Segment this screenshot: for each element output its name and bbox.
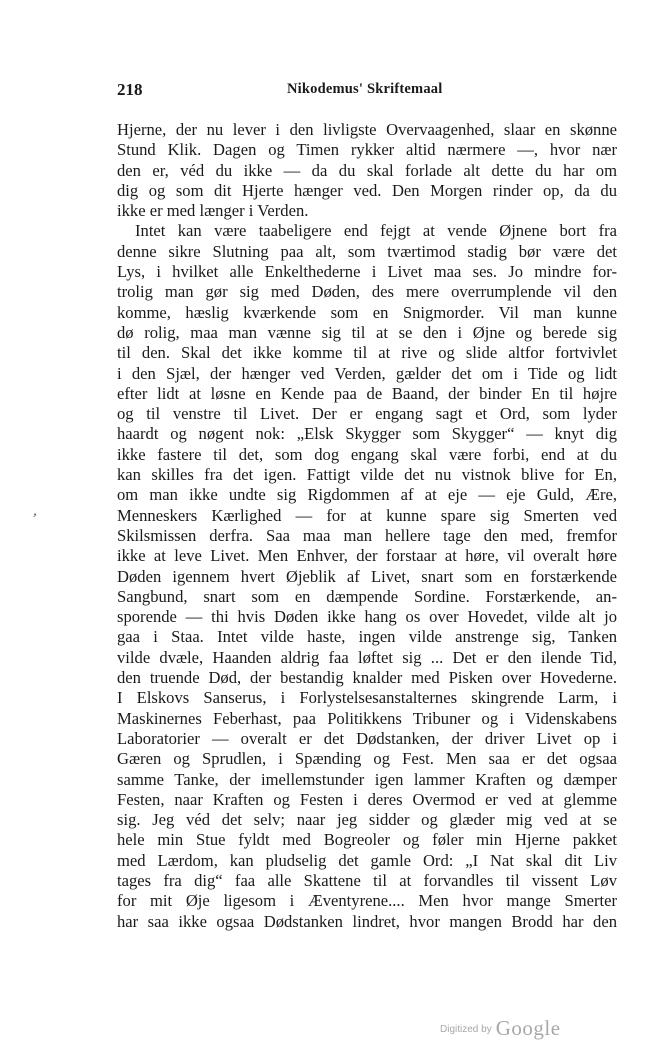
text-line: med Lærdom, kan pludselig det gamle Ord: „I Nat skal dit Liv	[117, 850, 617, 870]
body-text	[117, 120, 617, 932]
paragraph-start-line: Intet kan være taabeligere end fejgt at vende Øjnene bort fra	[135, 221, 617, 241]
text-line: ikke er med længer i Verden.	[117, 201, 309, 221]
text-line: Døden igennem hvert Øjeblik af Livet, snart som en forstærkende	[117, 566, 617, 586]
text-line: har saa ikke ogsaa Dødstanken lindret, hvor mangen Brodd har den	[117, 911, 617, 931]
text-line: ikke at leve Livet. Men Enhver, der forstaar at høre, vil overalt høre	[117, 546, 617, 566]
text-line: vilde dvæle, Haanden aldrig faa løftet sig ... Det er den ilende Tid,	[117, 647, 617, 667]
text-line: i den Sjæl, der hænger ved Verden, gælder det om i Tide og lidt	[117, 363, 617, 383]
page-header	[117, 80, 617, 102]
text-line: I Elskovs Sanserus, i Forlystelsesanstalternes skingrende Larm, i	[117, 688, 617, 708]
text-line: dø rolig, maa man vænne sig til at se den i Øjne og berede sig	[117, 322, 617, 342]
text-line: den truende Død, der bestandig knalder med Pisken over Hovederne.	[117, 668, 617, 688]
text-line: Menneskers Kærlighed — for at kunne spare sig Smerten ved	[117, 505, 617, 525]
text-line: komme, hæslig kværkende som en Snigmorder. Vil man kunne	[117, 302, 617, 322]
text-line: Stund Klik. Dagen og Timen rykker altid nærmere —, hvor nær	[117, 140, 617, 160]
text-line: hele min Stue fyldt med Bogreoler og føler min Hjerne pakket	[117, 830, 617, 850]
digitized-by-google-watermark	[440, 1016, 561, 1038]
text-line: Sangbund, snart som en dæmpende Sordine. Forstærkende, an-	[117, 586, 617, 606]
text-line: for mit Øje ligesom i Æventyrene.... Men hvor mange Smerter	[117, 891, 617, 911]
margin-mark: ,	[32, 503, 40, 520]
text-line: sporende — thi hvis Døden ikke hang os over Hovedet, vilde alt jo	[117, 607, 617, 627]
text-line: sig. Jeg véd det selv; naar jeg sidder og glæder mig ved at se	[117, 810, 617, 830]
text-line: Laboratorier — overalt er det Dødstanken, der driver Livet op i	[117, 728, 617, 748]
text-line: tages fra dig“ faa alle Skattene til at forvandles til vissent Løv	[117, 870, 617, 890]
text-line: samme Tanke, der imellemstunder igen lammer Kraften og dæmper	[117, 769, 617, 789]
text-line: den er, véd du ikke — da du skal forlade alt dette du har om	[117, 160, 617, 180]
text-line: kan skilles fra det igen. Fattigt vilde det nu vistnok blive for En,	[117, 465, 617, 485]
page-number: 218	[117, 80, 143, 99]
text-line: Lys, i hvilket alle Enkelthederne i Livet maa ses. Jo mindre for-	[117, 262, 617, 282]
text-line: Skilsmissen derfra. Saa maa man hellere tage den med, fremfor	[117, 525, 617, 545]
text-line: til den. Skal det ikke komme til at rive og slide altfor fortvivlet	[117, 343, 617, 363]
text-line: og til venstre til Livet. Der er engang sagt et Ord, som lyder	[117, 404, 617, 424]
text-line: Gæren og Sprudlen, i Spænding og Fest. Men saa er det ogsaa	[117, 749, 617, 769]
watermark-brand: Google	[495, 1016, 561, 1040]
text-line: denne sikre Slutning paa alt, som tværtimod stadig bør være det	[117, 241, 617, 261]
watermark-prefix: Digitized by	[440, 1024, 492, 1035]
running-title: Nikodemus' Skriftemaal	[287, 81, 443, 97]
text-line: trolig man gør sig med Døden, des mere overrumplende vil den	[117, 282, 617, 302]
text-line: haardt og nøgent nok: „Elsk Skygger som Skygger“ — knyt dig	[117, 424, 617, 444]
text-line: Hjerne, der nu lever i den livligste Overvaagenhed, slaar en skønne	[117, 120, 617, 139]
text-line: om man ikke undte sig Rigdommen af at eje — eje Guld, Ære,	[117, 485, 617, 505]
text-line: efter lidt at løsne en Kende paa de Baand, der binder En til højre	[117, 383, 617, 403]
text-line: dig og som dit Hjerte hænger ved. Den Morgen rinder op, da du	[117, 180, 617, 200]
text-line: Festen, naar Kraften og Festen i deres Overmod er ved at glemme	[117, 789, 617, 809]
text-line: Maskinernes Feberhast, paa Politikkens Tribuner og i Videnskabens	[117, 708, 617, 728]
text-line: ikke fastere til det, som dog engang skal være forbi, end at du	[117, 444, 617, 464]
text-line: gaa i Staa. Intet vilde haste, ingen vilde anstrenge sig, Tanken	[117, 627, 617, 647]
